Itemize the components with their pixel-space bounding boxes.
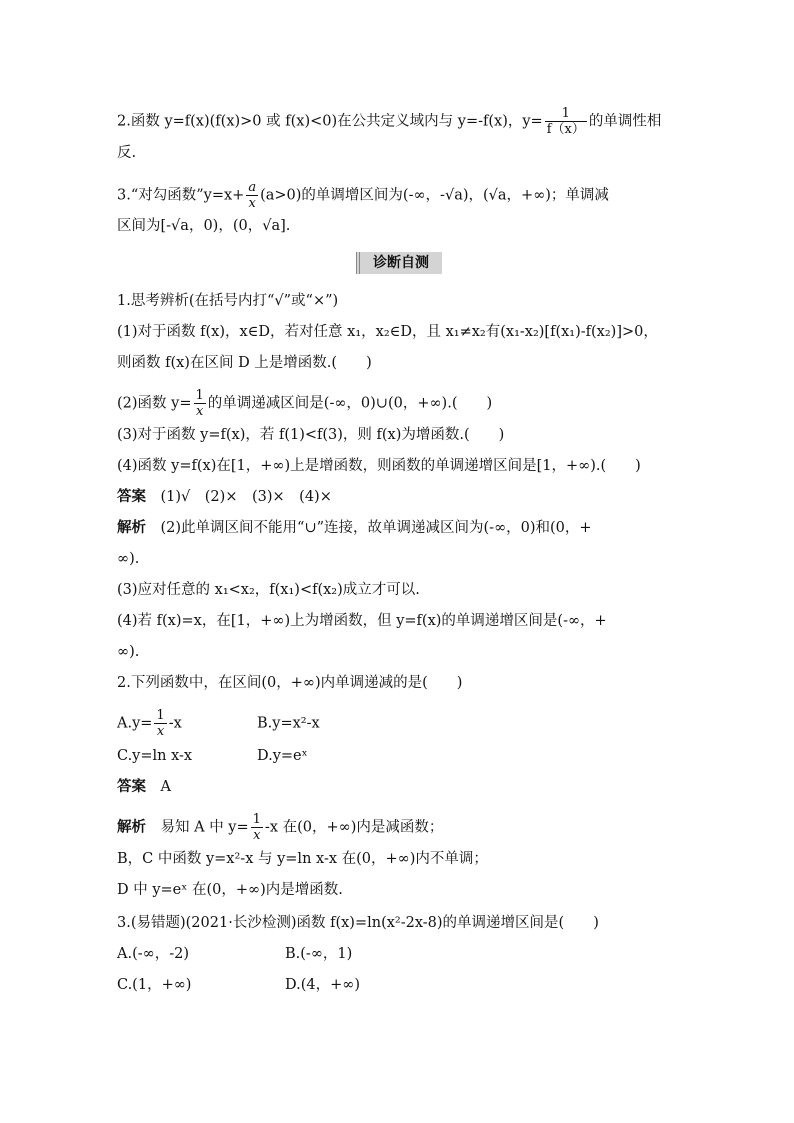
q2-answer: A: [160, 779, 171, 795]
q2-options-row2: [117, 746, 682, 766]
q2-options-row1: [117, 708, 682, 739]
item3-frac-num: a: [248, 180, 257, 195]
q1-title: 1.思考辨析(在括号内打“√”或“×”): [117, 293, 339, 309]
q2-analysis-line2: B，C 中函数 y=x²-x 与 y=ln x-x 在(0，+∞)内不单调；: [117, 851, 488, 867]
item3-text-b: (a>0)的单调增区间为(-∞，-√a)，(√a，+∞)；单调减: [260, 187, 609, 204]
q1-analysis-line5: ∞).: [117, 644, 140, 660]
q1-analysis-line1: [117, 518, 682, 538]
q2-option-c: C.y=ln x-x: [117, 748, 193, 764]
q1-s2-frac-num: 1: [195, 388, 204, 403]
q3-option-a: A.(-∞，-2): [117, 946, 189, 962]
q1-s2: [117, 388, 682, 419]
q2-analysis-text-b: -x 在(0，+∞)内是减函数；: [264, 819, 444, 836]
q3-option-c: C.(1，+∞): [117, 977, 192, 993]
q2-title: 2.下列函数中，在区间(0，+∞)内单调递减的是( ): [117, 675, 463, 691]
q2-option-a-fraction: [154, 708, 166, 739]
q2-analysis-line3: D 中 y=eˣ 在(0，+∞)内是增函数.: [117, 882, 343, 898]
item2-line1: [117, 106, 682, 137]
q2-option-a-text-a: A.y=: [117, 715, 153, 732]
q1-s1-line2: 则函数 f(x)在区间 D 上是增函数.( ): [117, 355, 372, 371]
q1-s4: (4)函数 y=f(x)在[1，+∞)上是增函数，则函数的单调递增区间是[1，+∞).( ): [117, 458, 641, 474]
section-heading: 诊断自测: [356, 252, 442, 274]
q3-options-row2: [117, 975, 682, 995]
q2-analysis-frac-den: x: [251, 827, 263, 843]
item3-fraction: [246, 180, 258, 211]
q2-answer-label: 答案: [117, 779, 146, 795]
q1-s2-text-b: 的单调递减区间是(-∞，0)∪(0，+∞).( ): [207, 395, 493, 412]
item3-line1: [117, 180, 682, 211]
q1-analysis-line3: (3)应对任意的 x₁<x₂，f(x₁)<f(x₂)成立才可以.: [117, 582, 420, 598]
q1-analysis-line4: (4)若 f(x)=x，在[1，+∞)上为增函数，但 y=f(x)的单调递增区间是(-∞，+: [117, 613, 607, 629]
item3-line2: 区间为[-√a，0)，(0，√a].: [117, 218, 291, 234]
q2-analysis-label: 解析: [117, 819, 146, 836]
q1-s1-line1: (1)对于函数 f(x)，x∈D，若对任意 x₁，x₂∈D，且 x₁≠x₂有(x₁-x₂)[f(x₁)-f(x₂)]>0，: [117, 324, 658, 340]
q1-answer-label: 答案: [117, 489, 146, 505]
q3-option-b: B.(-∞，1): [285, 946, 353, 962]
q1-analysis-label: 解析: [117, 520, 146, 536]
q2-option-d: D.y=eˣ: [257, 748, 308, 764]
q2-analysis-fraction: [251, 812, 263, 843]
item2-frac-den: f（x）: [546, 122, 585, 137]
q3-option-d: D.(4，+∞): [285, 977, 360, 993]
q2-option-a-frac-num: 1: [156, 708, 165, 723]
q2-answer-line: [117, 777, 682, 797]
q3-title: 3.(易错题)(2021·长沙检测)函数 f(x)=ln(x²-2x-8)的单调递增区间是( ): [117, 915, 599, 931]
q1-answer-line: [117, 487, 682, 507]
item3-text-a: 3.“对勾函数”y=x+: [117, 187, 245, 204]
q2-option-a-frac-den: x: [154, 723, 166, 739]
q2-analysis-text-a: 易知 A 中 y=: [160, 819, 249, 836]
item2-text-a: 2.函数 y=f(x)(f(x)>0 或 f(x)<0)在公共定义域内与 y=-f(x)，y=: [117, 113, 543, 130]
q2-option-b: B.y=x²-x: [257, 715, 320, 732]
item2-text-b: 的单调性相: [588, 113, 662, 130]
q2-analysis-frac-num: 1: [252, 812, 261, 827]
q2-option-a-text-b: -x: [168, 715, 182, 732]
q1-analysis-text1: (2)此单调区间不能用“∪”连接，故单调递减区间为(-∞，0)和(0，+: [160, 520, 592, 536]
q1-s3: (3)对于函数 y=f(x)，若 f(1)<f(3)，则 f(x)为增函数.( ): [117, 427, 505, 443]
q1-analysis-line2: ∞).: [117, 551, 140, 567]
q1-s2-text-a: (2)函数 y=: [117, 395, 192, 412]
q1-s2-fraction: [194, 388, 206, 419]
item2-line2: 反.: [117, 145, 137, 161]
q3-options-row1: [117, 944, 682, 964]
q1-answer: (1)√ (2)× (3)× (4)×: [160, 489, 332, 505]
item2-frac-num: 1: [561, 106, 570, 121]
item3-frac-den: x: [246, 195, 258, 211]
q2-option-a: [117, 708, 257, 739]
item2-fraction: [545, 106, 587, 137]
q1-s2-frac-den: x: [194, 403, 206, 419]
q2-analysis-line1: [117, 812, 682, 843]
